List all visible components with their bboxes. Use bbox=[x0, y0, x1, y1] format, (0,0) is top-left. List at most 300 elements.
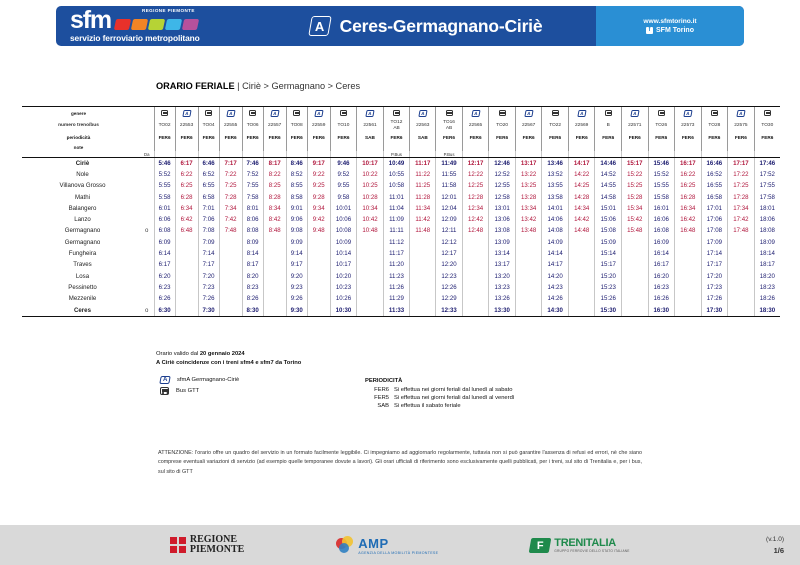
time-cell: 16:25 bbox=[675, 180, 702, 191]
time-cell: 5:46 bbox=[154, 158, 175, 169]
col-22-note bbox=[701, 143, 728, 151]
time-cell bbox=[728, 248, 755, 259]
time-cell: 14:17 bbox=[542, 259, 569, 270]
time-cell bbox=[568, 282, 595, 293]
time-cell: 6:17 bbox=[154, 259, 175, 270]
time-cell: 16:26 bbox=[648, 293, 675, 304]
col-6-number: TO08 bbox=[286, 119, 307, 132]
time-cell: 14:08 bbox=[542, 225, 569, 236]
time-cell: 7:25 bbox=[219, 180, 242, 191]
col-0-note bbox=[154, 143, 175, 151]
periodicity-heading: PERIODICITÀ bbox=[365, 378, 403, 384]
time-cell: 11:58 bbox=[436, 180, 463, 191]
col-4-note bbox=[242, 143, 263, 151]
col-7-type-icon: A bbox=[307, 107, 330, 119]
col-1-period: FER6 bbox=[175, 132, 198, 143]
logo-amp bbox=[336, 536, 438, 555]
time-cell: 10:08 bbox=[330, 225, 357, 236]
time-cell: 14:22 bbox=[568, 169, 595, 180]
time-cell: 11:22 bbox=[410, 169, 436, 180]
time-cell bbox=[263, 237, 286, 248]
time-cell bbox=[219, 282, 242, 293]
time-cell bbox=[307, 270, 330, 281]
time-cell: 17:17 bbox=[701, 259, 728, 270]
label-genere: genere bbox=[70, 110, 87, 116]
time-cell: 18:08 bbox=[754, 225, 780, 236]
time-cell bbox=[568, 304, 595, 315]
time-cell bbox=[621, 270, 648, 281]
col-21-note bbox=[675, 143, 702, 151]
time-cell bbox=[175, 270, 198, 281]
time-cell: 7:22 bbox=[219, 169, 242, 180]
validity-line bbox=[156, 350, 301, 359]
time-cell: 14:34 bbox=[568, 203, 595, 214]
time-cell bbox=[462, 248, 489, 259]
col-22-type-icon bbox=[701, 107, 728, 119]
time-cell: 17:46 bbox=[754, 158, 780, 169]
time-cell: 10:58 bbox=[383, 180, 410, 191]
table-row bbox=[22, 270, 780, 281]
station-da-flag bbox=[140, 180, 154, 191]
station-name: Pessinetto bbox=[68, 283, 97, 291]
time-cell: 14:25 bbox=[568, 180, 595, 191]
time-cell bbox=[410, 237, 436, 248]
time-cell: 14:46 bbox=[595, 158, 622, 169]
trenitalia-subtitle: GRUPPO FERROVIE DELLO STATO ITALIANE bbox=[554, 549, 630, 553]
color-swatches bbox=[115, 19, 198, 30]
time-cell: 14:52 bbox=[595, 169, 622, 180]
time-cell: 10:23 bbox=[330, 282, 357, 293]
time-cell: 17:23 bbox=[701, 282, 728, 293]
time-cell bbox=[410, 270, 436, 281]
time-cell: 18:26 bbox=[754, 293, 780, 304]
col-22-period: FER6 bbox=[701, 132, 728, 143]
time-cell: 12:33 bbox=[436, 304, 463, 315]
time-cell: 16:06 bbox=[648, 214, 675, 225]
col-18-type-icon bbox=[595, 107, 622, 119]
time-cell: 15:26 bbox=[595, 293, 622, 304]
time-cell bbox=[357, 304, 384, 315]
station-da-flag bbox=[140, 293, 154, 304]
time-cell: 17:48 bbox=[728, 225, 755, 236]
time-cell bbox=[568, 237, 595, 248]
time-cell bbox=[675, 282, 702, 293]
time-cell: 6:28 bbox=[175, 191, 198, 202]
time-cell: 10:25 bbox=[357, 180, 384, 191]
col-20-note bbox=[648, 143, 675, 151]
page-title-bold: ORARIO FERIALE bbox=[156, 81, 235, 91]
time-cell: 12:17 bbox=[462, 158, 489, 169]
col-9-note bbox=[357, 143, 384, 151]
time-cell: 10:01 bbox=[330, 203, 357, 214]
time-cell bbox=[357, 282, 384, 293]
col-4-type-icon bbox=[242, 107, 263, 119]
time-cell: 8:01 bbox=[242, 203, 263, 214]
time-cell bbox=[357, 293, 384, 304]
station-da-flag: o bbox=[145, 306, 149, 314]
time-cell: 8:46 bbox=[286, 158, 307, 169]
time-cell: 13:17 bbox=[489, 259, 516, 270]
time-cell: 14:30 bbox=[542, 304, 569, 315]
station-name: Losa bbox=[75, 272, 90, 280]
time-cell: 8:08 bbox=[242, 225, 263, 236]
version-number: (v.1.0) bbox=[766, 535, 784, 543]
time-cell: 9:17 bbox=[286, 259, 307, 270]
time-cell: 6:55 bbox=[198, 180, 219, 191]
time-cell: 12:20 bbox=[436, 259, 463, 270]
logo-trenitalia bbox=[530, 537, 629, 553]
time-cell: 6:52 bbox=[198, 169, 219, 180]
station-name: Mathi bbox=[75, 193, 90, 201]
time-cell: 12:04 bbox=[436, 203, 463, 214]
col-17-number: 22569 bbox=[568, 119, 595, 132]
time-cell: 6:14 bbox=[154, 248, 175, 259]
header-links bbox=[596, 6, 744, 46]
time-cell: 7:26 bbox=[198, 293, 219, 304]
time-cell: 7:14 bbox=[198, 248, 219, 259]
time-cell: 17:30 bbox=[701, 304, 728, 315]
col-24-note bbox=[754, 143, 780, 151]
time-cell bbox=[728, 259, 755, 270]
time-cell: 7:06 bbox=[198, 214, 219, 225]
time-cell bbox=[515, 237, 542, 248]
time-cell: 14:28 bbox=[568, 191, 595, 202]
time-cell: 10:17 bbox=[357, 158, 384, 169]
col-0-type-icon bbox=[154, 107, 175, 119]
time-cell: 16:55 bbox=[701, 180, 728, 191]
time-cell: 11:01 bbox=[383, 191, 410, 202]
time-cell: 16:09 bbox=[648, 237, 675, 248]
footer-logos bbox=[0, 525, 800, 565]
time-cell: 12:22 bbox=[462, 169, 489, 180]
time-cell: 18:20 bbox=[754, 270, 780, 281]
time-cell: 17:55 bbox=[754, 180, 780, 191]
time-cell bbox=[175, 293, 198, 304]
station-name: Germagnano bbox=[64, 238, 101, 246]
time-cell: 11:25 bbox=[410, 180, 436, 191]
time-cell: 7:58 bbox=[242, 191, 263, 202]
col-7-number: 22559 bbox=[307, 119, 330, 132]
time-cell bbox=[621, 248, 648, 259]
time-cell bbox=[568, 248, 595, 259]
time-cell: 8:55 bbox=[286, 180, 307, 191]
time-cell: 9:14 bbox=[286, 248, 307, 259]
time-cell bbox=[675, 270, 702, 281]
time-cell: 12:12 bbox=[436, 237, 463, 248]
time-cell: 13:17 bbox=[515, 158, 542, 169]
table-row bbox=[22, 214, 780, 225]
regione-piemonte-tag: REGIONE PIEMONTE bbox=[142, 8, 195, 13]
time-cell: 16:46 bbox=[701, 158, 728, 169]
time-cell: 13:48 bbox=[515, 225, 542, 236]
time-cell: 13:28 bbox=[515, 191, 542, 202]
time-cell: 6:01 bbox=[154, 203, 175, 214]
time-cell: 10:42 bbox=[357, 214, 384, 225]
time-cell bbox=[175, 304, 198, 315]
time-cell bbox=[621, 293, 648, 304]
station-da-flag bbox=[140, 203, 154, 214]
time-cell: 15:55 bbox=[648, 180, 675, 191]
periodicity-item bbox=[365, 395, 514, 401]
row-genere bbox=[22, 107, 780, 119]
time-cell bbox=[515, 270, 542, 281]
page-title bbox=[156, 81, 360, 91]
time-cell: 17:22 bbox=[728, 169, 755, 180]
time-cell: 9:25 bbox=[307, 180, 330, 191]
col-0-period: FER6 bbox=[154, 132, 175, 143]
time-cell: 12:42 bbox=[462, 214, 489, 225]
time-cell: 11:23 bbox=[383, 270, 410, 281]
time-cell: 18:14 bbox=[754, 248, 780, 259]
time-cell bbox=[307, 237, 330, 248]
time-cell: 9:42 bbox=[307, 214, 330, 225]
time-cell bbox=[263, 304, 286, 315]
time-cell: 13:52 bbox=[542, 169, 569, 180]
line-badge-icon bbox=[308, 16, 332, 36]
time-cell: 8:34 bbox=[263, 203, 286, 214]
time-cell: 11:28 bbox=[410, 191, 436, 202]
periodicity-rows bbox=[365, 387, 514, 409]
col-21-period: FER6 bbox=[675, 132, 702, 143]
col-8-type-icon bbox=[330, 107, 357, 119]
row-note bbox=[22, 143, 780, 151]
time-cell: 5:52 bbox=[154, 169, 175, 180]
time-cell bbox=[307, 282, 330, 293]
time-cell: 10:06 bbox=[330, 214, 357, 225]
station-name: Traves bbox=[73, 261, 92, 269]
time-cell bbox=[357, 237, 384, 248]
time-cell: 6:08 bbox=[154, 225, 175, 236]
time-cell: 16:08 bbox=[648, 225, 675, 236]
table-row bbox=[22, 191, 780, 202]
time-cell: 15:20 bbox=[595, 270, 622, 281]
time-cell bbox=[621, 282, 648, 293]
col-2-number: TO04 bbox=[198, 119, 219, 132]
amp-subtitle: AGENZIA DELLA MOBILITÀ PIEMONTESE bbox=[358, 550, 439, 555]
time-cell: 5:58 bbox=[154, 191, 175, 202]
col-6-type-icon bbox=[286, 107, 307, 119]
time-cell: 12:28 bbox=[462, 191, 489, 202]
legend-bus-label: Bus GTT bbox=[176, 388, 200, 394]
time-cell: 15:23 bbox=[595, 282, 622, 293]
time-cell bbox=[307, 248, 330, 259]
time-cell bbox=[263, 282, 286, 293]
col-19-note bbox=[621, 143, 648, 151]
time-cell: 13:01 bbox=[489, 203, 516, 214]
time-cell: 8:14 bbox=[242, 248, 263, 259]
col-16-type-icon bbox=[542, 107, 569, 119]
time-cell bbox=[728, 270, 755, 281]
time-cell: 9:22 bbox=[307, 169, 330, 180]
time-cell bbox=[175, 282, 198, 293]
col-23-type-icon: A bbox=[728, 107, 755, 119]
time-cell bbox=[307, 259, 330, 270]
station-name: Nole bbox=[76, 170, 89, 178]
time-cell: 12:46 bbox=[489, 158, 516, 169]
facebook-link[interactable] bbox=[646, 27, 694, 34]
time-cell bbox=[675, 259, 702, 270]
validity-notes bbox=[156, 350, 301, 367]
time-cell: 13:22 bbox=[515, 169, 542, 180]
time-cell: 9:55 bbox=[330, 180, 357, 191]
time-cell: 10:28 bbox=[357, 191, 384, 202]
col-10-note bbox=[383, 143, 410, 151]
time-cell: 16:30 bbox=[648, 304, 675, 315]
time-cell: 6:22 bbox=[175, 169, 198, 180]
time-cell: 8:48 bbox=[263, 225, 286, 236]
col-17-note bbox=[568, 143, 595, 151]
col-3-type-icon: A bbox=[219, 107, 242, 119]
col-12-note bbox=[436, 143, 463, 151]
validity-date: 20 gennaio 2024 bbox=[199, 351, 245, 357]
col-20-type-icon bbox=[648, 107, 675, 119]
time-cell: 15:58 bbox=[648, 191, 675, 202]
periodicity-item bbox=[365, 403, 514, 409]
time-cell: 7:46 bbox=[242, 158, 263, 169]
time-cell: 6:20 bbox=[154, 270, 175, 281]
time-cell: 18:23 bbox=[754, 282, 780, 293]
station-da-flag bbox=[140, 158, 154, 169]
time-cell: 9:01 bbox=[286, 203, 307, 214]
table-row bbox=[22, 293, 780, 304]
col-24-type-icon bbox=[754, 107, 780, 119]
col-14-note bbox=[489, 143, 516, 151]
time-cell: 16:14 bbox=[648, 248, 675, 259]
version-block bbox=[766, 535, 784, 557]
time-cell: 18:09 bbox=[754, 237, 780, 248]
time-cell: 11:55 bbox=[436, 169, 463, 180]
time-cell: 9:48 bbox=[307, 225, 330, 236]
website-link[interactable]: www.sfmtorino.it bbox=[643, 18, 697, 25]
time-cell: 15:30 bbox=[595, 304, 622, 315]
time-cell: 13:06 bbox=[489, 214, 516, 225]
col-8-period: FER6 bbox=[330, 132, 357, 143]
time-cell: 17:14 bbox=[701, 248, 728, 259]
col-21-number: 22573 bbox=[675, 119, 702, 132]
time-cell: 9:28 bbox=[307, 191, 330, 202]
time-cell: 17:25 bbox=[728, 180, 755, 191]
time-cell: 10:49 bbox=[383, 158, 410, 169]
time-cell bbox=[410, 248, 436, 259]
time-cell bbox=[728, 293, 755, 304]
time-cell: 9:46 bbox=[330, 158, 357, 169]
time-cell: 12:01 bbox=[436, 191, 463, 202]
time-cell: 18:17 bbox=[754, 259, 780, 270]
station-da-flag bbox=[140, 214, 154, 225]
time-cell bbox=[219, 248, 242, 259]
time-cell: 17:34 bbox=[728, 203, 755, 214]
time-cell: 7:48 bbox=[219, 225, 242, 236]
time-cell: 18:06 bbox=[754, 214, 780, 225]
time-cell bbox=[263, 293, 286, 304]
time-cell: 10:22 bbox=[357, 169, 384, 180]
time-cell: 7:34 bbox=[219, 203, 242, 214]
time-cell: 16:42 bbox=[675, 214, 702, 225]
time-cell: 13:09 bbox=[489, 237, 516, 248]
table-row bbox=[22, 304, 780, 315]
row-numero bbox=[22, 119, 780, 132]
time-cell: 8:17 bbox=[263, 158, 286, 169]
col-8-number: TO10 bbox=[330, 119, 357, 132]
label-periodicita: periodicità bbox=[66, 135, 91, 140]
time-cell: 15:42 bbox=[621, 214, 648, 225]
col-15-number: 22567 bbox=[515, 119, 542, 132]
periodicity-desc: Si effettua nei giorni feriali dal lunedì al venerdì bbox=[394, 394, 515, 401]
timetable-container bbox=[22, 106, 780, 317]
time-cell bbox=[263, 270, 286, 281]
line-header bbox=[256, 16, 596, 37]
time-cell: 8:28 bbox=[263, 191, 286, 202]
time-cell: 15:17 bbox=[595, 259, 622, 270]
col-17-period: FER6 bbox=[568, 132, 595, 143]
time-cell bbox=[410, 282, 436, 293]
warning-text: ATTENZIONE: l'orario offre un quadro del servizio in un formato facilmente leggibile. Ci impegniamo ad aggiornarlo regolarmente, tuttavia non si può garantire l'assenza di refusi ed errori, nè che siano comprese eventuali variazioni di servizio (ad esempio quelle temporanee dovute a lavori). Gli orari ufficiali di riferimento sono esclusivamente quelli pubblicati, per i treni, sul sito di Trenitalia e, per i bus, sul sito di GTT bbox=[158, 450, 642, 475]
time-cell: 7:55 bbox=[242, 180, 263, 191]
time-cell: 14:55 bbox=[595, 180, 622, 191]
col-11-period: SAB bbox=[410, 132, 436, 143]
time-cell bbox=[263, 248, 286, 259]
sfm-logo bbox=[56, 6, 256, 46]
periodicity-desc: Si effettua il sabato feriale bbox=[394, 402, 461, 409]
periodicity-code: FER6 bbox=[374, 386, 389, 393]
col-4-number: TO06 bbox=[242, 119, 263, 132]
time-cell: 16:48 bbox=[675, 225, 702, 236]
time-cell: 13:46 bbox=[542, 158, 569, 169]
time-cell: 6:46 bbox=[198, 158, 219, 169]
time-cell: 14:14 bbox=[542, 248, 569, 259]
legend bbox=[160, 376, 239, 398]
time-cell: 10:55 bbox=[383, 169, 410, 180]
time-cell: 15:17 bbox=[621, 158, 648, 169]
time-cell bbox=[219, 293, 242, 304]
station-name: Mezzenile bbox=[68, 295, 97, 303]
col-15-note bbox=[515, 143, 542, 151]
col-5-period: FER6 bbox=[263, 132, 286, 143]
amp-name: AMP bbox=[358, 535, 389, 551]
col-5-note bbox=[263, 143, 286, 151]
time-cell: 13:58 bbox=[542, 191, 569, 202]
time-cell: 12:34 bbox=[462, 203, 489, 214]
col-10-period: FER6 bbox=[383, 132, 410, 143]
station-name: Fungheira bbox=[68, 250, 97, 258]
time-cell: 15:01 bbox=[595, 203, 622, 214]
time-cell: 6:58 bbox=[198, 191, 219, 202]
col-13-type-icon: A bbox=[462, 107, 489, 119]
time-cell: 17:17 bbox=[728, 158, 755, 169]
station-name: Germagnano bbox=[64, 227, 101, 235]
time-cell bbox=[219, 259, 242, 270]
station-da-flag bbox=[140, 248, 154, 259]
time-cell: 12:11 bbox=[436, 225, 463, 236]
time-cell bbox=[219, 304, 242, 315]
time-cell: 12:52 bbox=[489, 169, 516, 180]
time-cell: 14:06 bbox=[542, 214, 569, 225]
bus-icon bbox=[160, 387, 169, 395]
time-cell: 17:06 bbox=[701, 214, 728, 225]
col-11-note bbox=[410, 143, 436, 151]
time-cell: 11:11 bbox=[383, 225, 410, 236]
col-23-period: FER6 bbox=[728, 132, 755, 143]
time-cell: 7:08 bbox=[198, 225, 219, 236]
table-row bbox=[22, 225, 780, 236]
header-banner bbox=[56, 6, 744, 46]
table-row bbox=[22, 282, 780, 293]
time-cell: 16:58 bbox=[701, 191, 728, 202]
col-23-number: 22575 bbox=[728, 119, 755, 132]
time-cell: 11:20 bbox=[383, 259, 410, 270]
time-cell bbox=[263, 259, 286, 270]
time-cell: 7:01 bbox=[198, 203, 219, 214]
